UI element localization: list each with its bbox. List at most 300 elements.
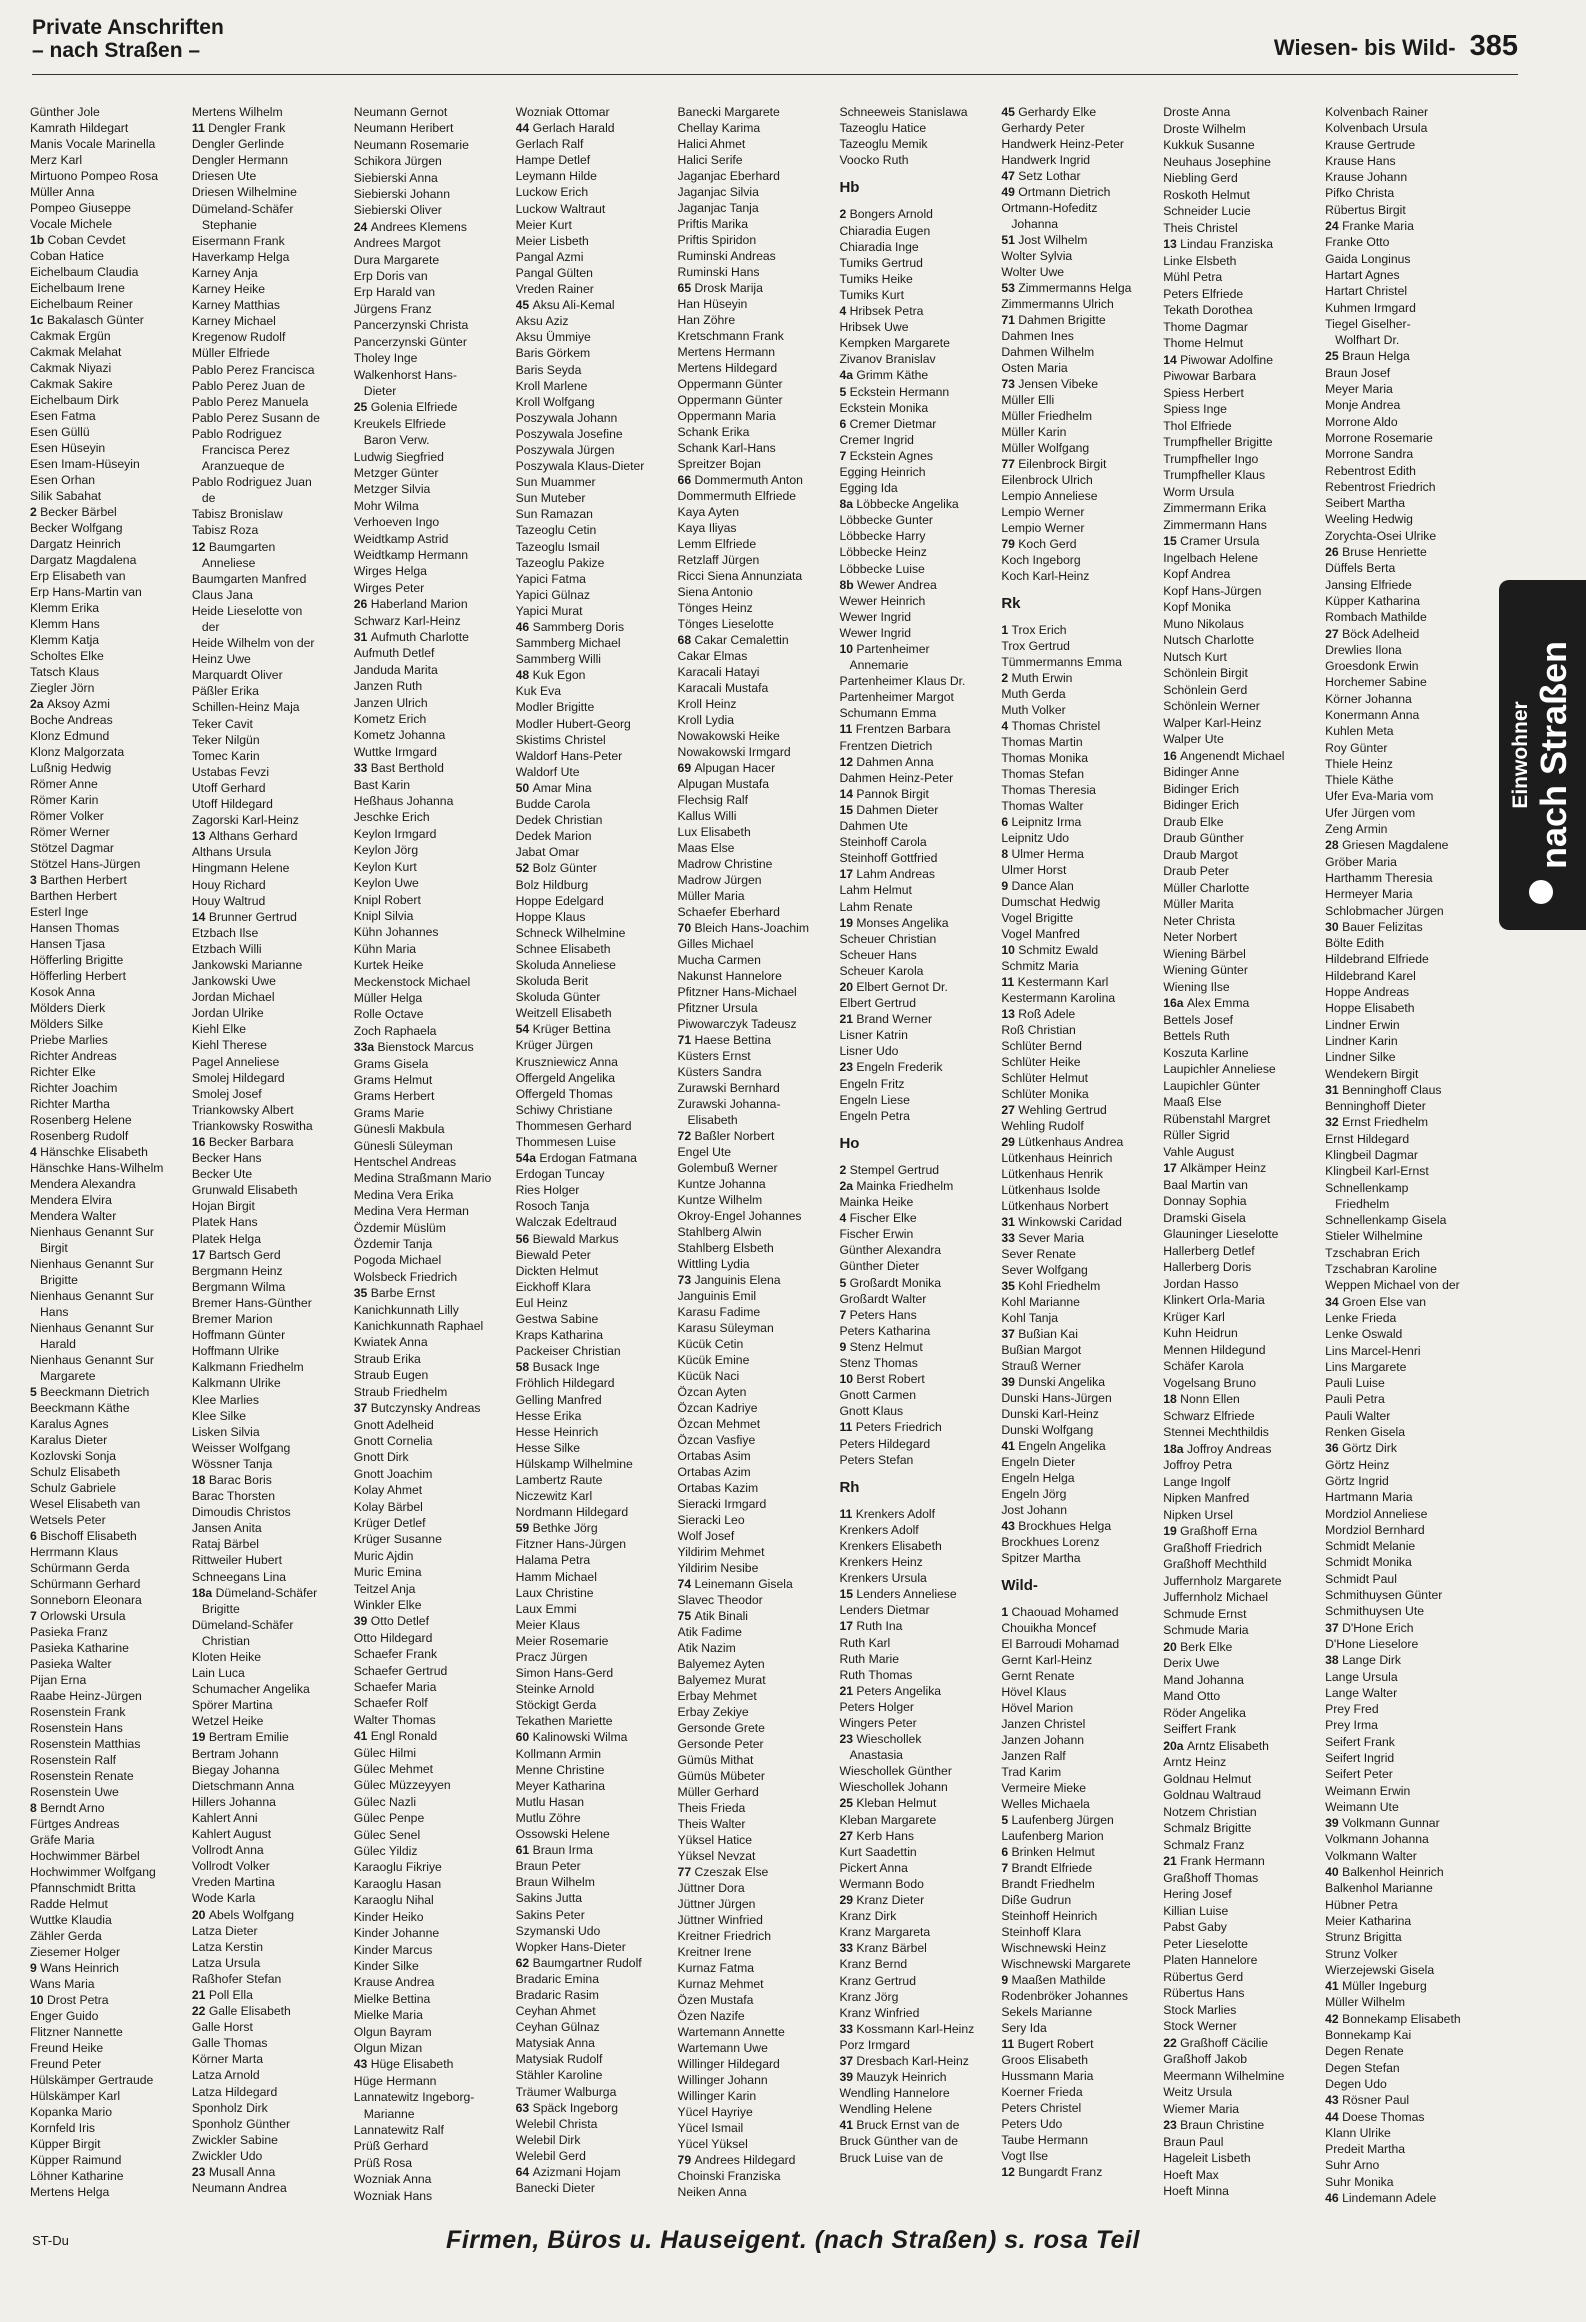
house-number: 40 <box>1325 1865 1343 1880</box>
resident-entry: Dramski Gisela <box>1163 1210 1246 1225</box>
resident-entry: Walkenhorst Hans- <box>353 367 457 382</box>
resident-entry: 21 Poll Ella <box>191 1987 253 2002</box>
resident-entry: Scholtes Elke <box>30 649 104 663</box>
resident-entry: Raßhofer Stefan <box>191 1971 282 1986</box>
resident-entry: Erbay Mehmet <box>677 1689 757 1703</box>
resident-entry: Wössner Tanja <box>191 1456 273 1471</box>
resident-entry: Meier Lisbeth <box>515 233 589 248</box>
resident-entry: Thiele Heinz <box>1325 756 1393 771</box>
house-number: 4a <box>839 368 857 383</box>
resident-entry: 33a Bienstock Marcus <box>353 1040 474 1055</box>
resident-entry: 18 Nonn Ellen <box>1163 1392 1240 1406</box>
resident-entry: 37 Bußian Kai <box>1001 1327 1078 1341</box>
resident-entry: Kuhn Heidrun <box>1163 1326 1238 1340</box>
resident-entry: Donnay Sophia <box>1163 1194 1247 1208</box>
header-rule <box>32 74 1518 75</box>
section-tab-line1: Einwohner <box>1509 701 1532 809</box>
resident-entry: Grams Marie <box>353 1105 425 1120</box>
resident-entry: 22 Graßhoff Cäcilie <box>1163 2035 1269 2050</box>
resident-entry: Wolf Josef <box>677 1529 735 1543</box>
resident-entry: Römer Volker <box>30 809 104 823</box>
resident-entry: 37 Dresbach Karl-Heinz <box>839 2053 969 2068</box>
resident-entry: Karalus Dieter <box>30 1433 108 1447</box>
resident-entry: Krenkers Adolf <box>839 1522 919 1537</box>
resident-entry: Sever Wolfgang <box>1001 1263 1088 1277</box>
resident-entry: Janzen Christel <box>1001 1717 1086 1731</box>
house-number: 6 <box>839 416 850 431</box>
resident-entry: Wolfhart Dr. <box>1335 333 1400 348</box>
resident-entry: 47 Setz Lothar <box>1001 169 1081 183</box>
resident-entry: 20 Elbert Gernot Dr. <box>839 979 948 994</box>
resident-entry: Kinder Heiko <box>353 1909 424 1924</box>
resident-entry: Krüger Detlef <box>353 1515 426 1530</box>
resident-entry: Krüger Jürgen <box>515 1038 593 1053</box>
resident-entry: Schank Karl-Hans <box>677 441 776 455</box>
resident-entry: Horchemer Sabine <box>1325 675 1427 690</box>
resident-entry: Zimmermanns Ulrich <box>1001 297 1114 311</box>
resident-entry: Karaoglu Nihal <box>353 1893 434 1908</box>
house-number: 15 <box>839 802 857 817</box>
resident-entry: Lange Ingolf <box>1163 1474 1231 1489</box>
resident-entry: Rübertus Birgit <box>1325 202 1406 217</box>
resident-entry: Yücel Hayriye <box>677 2105 753 2119</box>
resident-entry: Matysiak Anna <box>515 2036 595 2051</box>
resident-entry: 3 Barthen Herbert <box>30 873 127 887</box>
resident-entry: de <box>201 491 216 506</box>
resident-entry: Gülec Mehmet <box>353 1762 434 1777</box>
resident-entry: Ruth Karl <box>839 1635 891 1650</box>
resident-entry: Sun Ramazan <box>515 507 593 522</box>
resident-entry: Rosenstein Ralf <box>30 1753 117 1767</box>
resident-entry: Schönlein Birgit <box>1163 666 1248 680</box>
resident-entry: Droste Wilhelm <box>1163 121 1246 136</box>
resident-entry: Vogel Manfred <box>1001 927 1080 941</box>
house-number: 43 <box>353 2057 371 2072</box>
resident-entry: Gnott Adelheid <box>353 1417 434 1432</box>
house-number: 77 <box>1001 457 1019 471</box>
resident-entry: Rebentrost Edith <box>1325 463 1416 478</box>
resident-entry: Becker Ute <box>191 1167 253 1182</box>
resident-entry: Körner Marta <box>191 2052 263 2067</box>
resident-entry: Karasu Süleyman <box>677 1321 774 1335</box>
bullet-icon <box>1529 880 1553 904</box>
resident-entry: Lange Ursula <box>1325 1669 1398 1684</box>
house-number: 25 <box>1325 349 1343 364</box>
resident-entry: Hribsek Uwe <box>839 320 909 335</box>
resident-entry: Dumschat Hedwig <box>1001 895 1101 909</box>
resident-entry: Pablo Rodriguez Juan <box>191 475 312 490</box>
resident-entry: Jordan Hasso <box>1163 1276 1239 1291</box>
resident-entry: Ceyhan Ahmet <box>515 2004 596 2019</box>
resident-entry: Lahm Renate <box>839 899 913 914</box>
resident-entry: Jansing Elfriede <box>1325 577 1412 592</box>
house-number: 4 <box>1001 719 1012 733</box>
resident-entry: Thol Elfriede <box>1163 418 1232 433</box>
resident-entry: Nutsch Kurt <box>1163 649 1227 664</box>
resident-entry: Wiening Günter <box>1163 963 1248 977</box>
resident-entry: Mertens Wilhelm <box>191 105 283 119</box>
resident-entry: Sery Ida <box>1001 2021 1047 2035</box>
resident-entry: 26 Haberland Marion <box>353 597 468 612</box>
resident-entry: 27 Böck Adelheid <box>1325 626 1420 641</box>
resident-entry: Rittweiler Hubert <box>191 1553 282 1568</box>
resident-entry: 14 Piwowar Adolfine <box>1163 352 1273 367</box>
resident-entry: Wischnewski Heinz <box>1001 1941 1107 1955</box>
resident-entry: Esen Fatma <box>30 409 96 423</box>
resident-entry: Partenheimer Klaus Dr. <box>839 674 966 689</box>
resident-entry: Krause Hans <box>1325 153 1396 168</box>
resident-entry: Kinder Johanne <box>353 1926 440 1941</box>
resident-entry: 36 Görtz Dirk <box>1325 1441 1397 1456</box>
resident-entry: Schmidt Paul <box>1325 1571 1397 1586</box>
resident-entry: Ries Holger <box>515 1183 580 1198</box>
resident-entry: Müller Maria <box>677 889 745 903</box>
resident-entry: Sammberg Willi <box>515 652 601 667</box>
house-number: 22 <box>191 2004 209 2019</box>
resident-entry: Juffernholz Margarete <box>1163 1573 1282 1588</box>
resident-entry: 28 Griesen Magdalene <box>1325 838 1449 853</box>
section-tab-label <box>1509 641 1575 869</box>
house-number: 5 <box>30 1385 41 1399</box>
resident-entry: Janzen Ulrich <box>353 695 428 710</box>
resident-entry: 45 Aksu Ali-Kemal <box>515 298 615 313</box>
resident-entry: 21 Peters Angelika <box>839 1683 942 1698</box>
header-subtitle: – nach Straßen – <box>32 39 201 62</box>
resident-entry: Aufmuth Detlef <box>353 646 435 661</box>
resident-entry: Schillen-Heinz Maja <box>191 700 300 715</box>
resident-entry: Pijan Erna <box>30 1673 87 1687</box>
resident-entry: Wehling Rudolf <box>1001 1119 1084 1133</box>
resident-entry: Pauli Petra <box>1325 1392 1385 1407</box>
resident-entry: Yüksel Hatice <box>677 1833 753 1847</box>
resident-entry: Thomas Stefan <box>1001 767 1084 781</box>
resident-entry: Wischnewski Margarete <box>1001 1957 1131 1971</box>
resident-entry: Mielke Maria <box>353 2008 423 2023</box>
house-number: 6 <box>1001 1845 1012 1859</box>
house-number: 11 <box>191 121 209 136</box>
resident-entry: Müller Marita <box>1163 897 1234 911</box>
resident-entry: Poszywala Jürgen <box>515 442 615 457</box>
resident-entry: Krenkers Heinz <box>839 1555 923 1570</box>
resident-entry: Vollrodt Anna <box>191 1843 264 1858</box>
directory-column <box>516 104 676 2214</box>
resident-entry: Wuttke Irmgard <box>353 744 437 759</box>
resident-entry: Lambertz Raute <box>515 1472 603 1487</box>
resident-entry: Nienhaus Genannt Sur <box>30 1353 154 1367</box>
resident-entry: Dunski Wolfgang <box>1001 1423 1094 1437</box>
resident-entry: Vollrodt Volker <box>191 1859 270 1874</box>
house-number: 31 <box>1001 1215 1019 1229</box>
directory-column <box>678 104 838 2214</box>
resident-entry: 73 Jensen Vibeke <box>1001 377 1099 391</box>
resident-entry: Mühl Petra <box>1163 270 1223 284</box>
resident-entry: Vogel Brigitte <box>1001 911 1074 925</box>
resident-entry: Wendekern Birgit <box>1325 1066 1419 1081</box>
resident-entry: Lütkenhaus Norbert <box>1001 1199 1109 1213</box>
resident-entry: Kruszniewicz Anna <box>515 1054 618 1069</box>
house-number: 17 <box>1163 1161 1181 1175</box>
resident-entry: Kolay Bärbel <box>353 1499 423 1514</box>
house-number: 32 <box>1325 1115 1343 1130</box>
resident-entry: Enger Guido <box>30 2009 99 2023</box>
resident-entry: Dahmen Ute <box>839 819 908 834</box>
house-number: 9 <box>1001 1973 1012 1987</box>
resident-entry: Tholey Inge <box>353 351 418 366</box>
house-number: 42 <box>1325 2011 1343 2026</box>
resident-entry: Worm Ursula <box>1163 484 1235 499</box>
house-number: 58 <box>515 1360 533 1375</box>
resident-entry: Zimmermann Erika <box>1163 501 1267 515</box>
resident-entry: 66 Dommermuth Anton <box>677 473 803 487</box>
resident-entry: Klingbeil Karl-Ernst <box>1325 1164 1429 1179</box>
house-number: 62 <box>515 1955 533 1970</box>
resident-entry: Olgun Bayram <box>353 2024 432 2039</box>
house-number: 20 <box>191 1907 209 1922</box>
resident-entry: Lins Marcel-Henri <box>1325 1343 1421 1358</box>
resident-entry: Rübertus Gerd <box>1163 1969 1244 1984</box>
resident-entry: Biegay Johanna <box>191 1762 280 1777</box>
resident-entry: Eckstein Monika <box>839 400 929 415</box>
resident-entry: Ortabas Azim <box>677 1465 751 1479</box>
house-number: 3 <box>30 873 41 887</box>
resident-entry: Banecki Dieter <box>515 2181 595 2196</box>
resident-entry: Madrow Jürgen <box>677 873 762 887</box>
resident-entry: Skoluda Anneliese <box>515 957 616 972</box>
resident-entry: Nienhaus Genannt Sur <box>30 1225 154 1239</box>
resident-entry: Gnott Joachim <box>353 1466 433 1481</box>
directory-column <box>30 104 190 2214</box>
resident-entry: 79 Andrees Hildegard <box>677 2153 796 2167</box>
resident-entry: Lempio Anneliese <box>1001 489 1098 503</box>
resident-entry: Marquardt Oliver <box>191 668 283 683</box>
resident-entry: 54a Erdogan Fatmana <box>515 1151 637 1166</box>
resident-entry: Müller Charlotte <box>1163 880 1250 895</box>
resident-entry: Bußian Margot <box>1001 1343 1082 1357</box>
resident-entry: Kuhlen Meta <box>1325 724 1394 739</box>
resident-entry: Tazeoglu Cetin <box>515 523 597 538</box>
resident-entry: 44 Doese Thomas <box>1325 2109 1425 2124</box>
resident-entry: Keylon Jörg <box>353 843 419 858</box>
resident-entry: Zimmermann Hans <box>1163 517 1267 532</box>
house-number: 61 <box>515 1843 533 1858</box>
resident-entry: Stieler Wilhelmine <box>1325 1229 1423 1244</box>
resident-entry: Müller Wilhelm <box>1325 1995 1406 2010</box>
resident-entry: Triankowsky Albert <box>191 1102 294 1117</box>
resident-entry: Zoch Raphaela <box>353 1023 437 1038</box>
resident-entry: Mirtuono Pompeo Rosa <box>30 169 159 183</box>
resident-entry: Wirges Helga <box>353 564 427 579</box>
street-heading: Rh <box>839 1478 860 1496</box>
resident-entry: 39 Volkmann Gunnar <box>1325 1816 1440 1831</box>
resident-entry: Bonnekamp Kai <box>1325 2028 1412 2043</box>
resident-entry: 37 Butczynsky Andreas <box>353 1401 481 1416</box>
resident-entry: Bruck Günther van de <box>839 2134 958 2149</box>
resident-entry: Eichelbaum Irene <box>30 281 125 295</box>
resident-entry: Sieracki Irmgard <box>677 1497 767 1511</box>
house-number: 35 <box>1001 1279 1019 1293</box>
resident-entry: Meckenstock Michael <box>353 974 471 989</box>
resident-entry: Baumgarten Manfred <box>191 571 307 586</box>
resident-entry: Weeling Hedwig <box>1325 512 1413 527</box>
resident-entry: Gröber Maria <box>1325 854 1397 869</box>
resident-entry: Tzschabran Erich <box>1325 1245 1420 1260</box>
resident-entry: Wozniak Ottomar <box>515 105 610 119</box>
resident-entry: Mordziol Bernhard <box>1325 1522 1425 1537</box>
resident-entry: Hoppe Klaus <box>515 909 586 924</box>
resident-entry: Derix Uwe <box>1163 1656 1220 1670</box>
resident-entry: Kroll Heinz <box>677 697 737 711</box>
resident-entry: Fürtges Andreas <box>30 1817 120 1831</box>
resident-entry: Piwowar Barbara <box>1163 369 1257 383</box>
resident-entry: Waldorf Hans-Peter <box>515 748 623 763</box>
resident-entry: Haverkamp Helga <box>191 249 290 264</box>
resident-entry: Zurawski Bernhard <box>677 1081 780 1095</box>
resident-entry: 20 Abels Wolfgang <box>191 1907 294 1922</box>
resident-entry: Lütkenhaus Isolde <box>1001 1183 1101 1197</box>
resident-entry: Rosenberg Helene <box>30 1113 132 1127</box>
house-number: 41 <box>353 1729 371 1744</box>
resident-entry: 6 Cremer Dietmar <box>839 416 937 431</box>
resident-entry: 68 Cakar Cemalettin <box>677 633 789 647</box>
resident-entry: Mölders Silke <box>30 1017 104 1031</box>
house-number: 43 <box>1001 1519 1019 1533</box>
resident-entry: Graßhoff Jakob <box>1163 2052 1247 2066</box>
resident-entry: Straub Erika <box>353 1351 421 1366</box>
resident-entry: Sun Muammer <box>515 475 596 490</box>
resident-entry: Stahlberg Elsbeth <box>677 1241 774 1255</box>
resident-entry: Thommesen Luise <box>515 1135 616 1149</box>
resident-entry: Wuttke Klaudia <box>30 1913 112 1927</box>
resident-entry: Koszuta Karline <box>1163 1045 1249 1060</box>
resident-entry: Houy Richard <box>191 877 266 892</box>
resident-entry: 5 Eckstein Hermann <box>839 384 950 399</box>
resident-entry: Sammberg Michael <box>515 636 621 651</box>
resident-entry: Erdogan Tuncay <box>515 1167 605 1182</box>
resident-entry: D'Hone Lieselore <box>1325 1636 1419 1651</box>
resident-entry: Leipnitz Udo <box>1001 831 1070 845</box>
resident-entry: Lux Elisabeth <box>677 825 751 839</box>
resident-entry: Fröhlich Hildegard <box>515 1376 615 1391</box>
house-number: 45 <box>515 298 533 313</box>
resident-entry: Kwiatek Anna <box>353 1335 428 1350</box>
resident-entry: Ruminski Hans <box>677 265 760 279</box>
resident-entry: Lemm Elfriede <box>677 537 757 551</box>
resident-entry: Peters Udo <box>1001 2117 1063 2131</box>
resident-entry: Manis Vocale Marinella <box>30 137 156 151</box>
resident-entry: Dieter <box>363 383 397 398</box>
resident-entry: Klann Ulrike <box>1325 2125 1391 2140</box>
resident-entry: Nordmann Hildegard <box>515 1505 629 1520</box>
resident-entry: Schaefer Frank <box>353 1647 438 1662</box>
resident-entry: Löbbecke Harry <box>839 529 926 544</box>
resident-entry: Utoff Gerhard <box>191 780 266 795</box>
resident-entry: Janzen Ralf <box>1001 1749 1066 1763</box>
resident-entry: Richter Joachim <box>30 1081 118 1095</box>
house-number: 47 <box>1001 169 1019 183</box>
resident-entry: Schmithuysen Günter <box>1325 1588 1443 1603</box>
resident-entry: Stähler Karoline <box>515 2068 603 2083</box>
resident-entry: Niebling Gerd <box>1163 171 1238 185</box>
house-number: 10 <box>839 1372 857 1387</box>
house-number: 13 <box>1001 1007 1019 1021</box>
resident-entry: Mendera Alexandra <box>30 1177 136 1191</box>
resident-entry: Kinder Marcus <box>353 1942 433 1957</box>
resident-entry: Weimann Erwin <box>1325 1783 1411 1798</box>
resident-entry: Packeiser Christian <box>515 1344 621 1359</box>
resident-entry: Hesse Silke <box>515 1440 581 1455</box>
resident-entry: 16 Becker Barbara <box>191 1135 294 1149</box>
resident-entry: 1c Bakalasch Günter <box>30 313 144 327</box>
resident-entry: Engeln Fritz <box>839 1076 905 1091</box>
resident-entry: 24 Franke Maria <box>1325 219 1414 234</box>
resident-entry: Janguinis Emil <box>677 1289 757 1303</box>
resident-entry: 23 Engeln Frederik <box>839 1060 943 1075</box>
resident-entry: 29 Kranz Dieter <box>839 1893 925 1908</box>
house-number: 19 <box>191 1730 209 1745</box>
resident-entry: Tatsch Klaus <box>30 665 100 679</box>
resident-entry: Glauninger Lieselotte <box>1163 1227 1279 1241</box>
resident-entry: 41 Müller Ingeburg <box>1325 1979 1427 1994</box>
resident-entry: Richter Andreas <box>30 1049 117 1063</box>
resident-entry: Retzlaff Jürgen <box>677 553 760 567</box>
resident-entry: Tzschabran Karoline <box>1325 1262 1437 1277</box>
resident-entry: Sun Muteber <box>515 491 586 506</box>
resident-entry: Priebe Marlies <box>30 1033 108 1047</box>
resident-entry: Poszywala Klaus-Dieter <box>515 459 645 474</box>
resident-entry: 10 Schmitz Ewald <box>1001 943 1099 957</box>
resident-entry: Voocko Ruth <box>839 153 909 168</box>
resident-entry: Coban Hatice <box>30 249 104 263</box>
resident-entry: Eichelbaum Dirk <box>30 393 119 407</box>
resident-entry: Weimann Ute <box>1325 1799 1399 1814</box>
resident-entry: 4 Hänschke Elisabeth <box>30 1145 148 1159</box>
resident-entry: 18a Joffroy Andreas <box>1163 1441 1272 1456</box>
house-number: 11 <box>1001 975 1018 989</box>
resident-entry: Karney Anja <box>191 265 258 280</box>
resident-entry: Hesse Heinrich <box>515 1424 599 1439</box>
resident-entry: Hesse Erika <box>515 1408 582 1423</box>
resident-entry: Tönges Heinz <box>677 601 753 615</box>
resident-entry: Kahlert Anni <box>191 1810 258 1825</box>
resident-entry: Gernt Renate <box>1001 1669 1075 1683</box>
resident-entry: Zurawski Johanna- <box>677 1097 781 1111</box>
resident-entry: Kometz Erich <box>353 712 427 727</box>
resident-entry: 2 Muth Erwin <box>1001 671 1073 685</box>
resident-entry: Karasu Fadime <box>677 1305 761 1319</box>
resident-entry: 10 Berst Robert <box>839 1372 925 1387</box>
resident-entry: Barac Thorsten <box>191 1489 275 1504</box>
resident-entry: Offergeld Angelika <box>515 1070 616 1085</box>
resident-entry: Hildebrand Elfriede <box>1325 952 1429 967</box>
resident-entry: Bertram Johann <box>191 1746 279 1761</box>
resident-entry: 9 Wans Heinrich <box>30 1961 119 1975</box>
resident-entry: Tazeoglu Hatice <box>839 121 927 136</box>
resident-entry: Lenders Dietmar <box>839 1603 930 1618</box>
resident-entry: Handwerk Heinz-Peter <box>1001 137 1124 151</box>
resident-entry: Höfferling Herbert <box>30 969 126 983</box>
resident-entry: Lisken Silvia <box>191 1424 260 1439</box>
resident-entry: Dunski Karl-Heinz <box>1001 1407 1099 1421</box>
house-number: 5 <box>839 1275 850 1290</box>
resident-entry: 35 Barbe Ernst <box>353 1286 436 1301</box>
resident-entry: Steinhoff Heinrich <box>1001 1909 1098 1923</box>
house-number: 4 <box>30 1145 41 1159</box>
resident-entry: Dimoudis Christos <box>191 1505 291 1520</box>
resident-entry: Gnott Carmen <box>839 1388 916 1403</box>
resident-entry: Pasieka Walter <box>30 1657 112 1671</box>
resident-entry: Yildirim Mehmet <box>677 1545 765 1559</box>
resident-entry: Francisca Perez <box>201 442 290 457</box>
